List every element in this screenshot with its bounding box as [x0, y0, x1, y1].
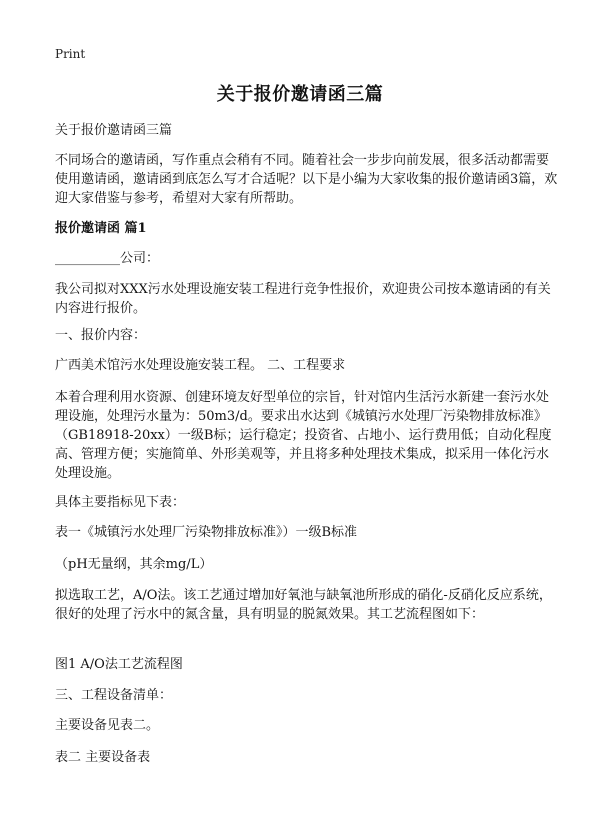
intro-paragraph: 不同场合的邀请函，写作重点会稍有不同。随着社会一步步向前发展，很多活动都需要使用邀请函，邀请函到底怎么写才合适呢？以下是小编为大家收集的报价邀请函3篇，欢迎大家借鉴与参考，希望对大家有所帮助。	[55, 153, 558, 206]
figure1-caption: 图1 A/O法工艺流程图	[55, 657, 183, 672]
item-quote-content: 一、报价内容：	[55, 328, 147, 343]
paragraph-equipment: 主要设备见表二。	[55, 718, 160, 733]
item-equipment-list: 三、工程设备清单：	[55, 688, 173, 703]
salutation: __________公司：	[55, 251, 160, 266]
table1-caption: 表一《城镇污水处理厂污染物排放标准》）一级B标准	[55, 525, 358, 540]
section-title: 报价邀请函 篇1	[55, 221, 147, 236]
table2-caption: 表二 主要设备表	[55, 750, 151, 765]
paragraph-invite: 我公司拟对XXX污水处理设施安装工程进行竞争性报价，欢迎贵公司按本邀请函的有关内容进行报价。	[55, 282, 551, 316]
paragraph-process: 拟选取工艺，A/O法。该工艺通过增加好氧池与缺氧池所形成的硝化-反硝化反应系统，很好的处理了污水中的氮含量，具有明显的脱氮效果。其工艺流程图如下：	[55, 588, 552, 622]
paragraph-indicators: 具体主要指标见下表：	[55, 495, 186, 510]
print-label: Print	[55, 47, 86, 61]
intro-heading: 关于报价邀请函三篇	[55, 123, 173, 138]
paragraph-requirements: 本着合理利用水资源、创建环境友好型单位的宗旨，针对馆内生活污水新建一套污水处理设施，处理污水量为：50m3/d。要求出水达到《城镇污水处理厂污染物排放标准》（GB18918-20xx）一级B标；运行稳定；投资省、占地小、运行费用低；自动化程度高、管理方便；实施简单、外形美观等，并且将多种处理技术集成，拟采用一体化污水处理设施。	[55, 390, 552, 481]
table1-note: （pH无量纲，其余mg/L）	[55, 557, 213, 572]
item-project-name: 广西美术馆污水处理设施安装工程。 二、工程要求	[55, 358, 346, 373]
page-title: 关于报价邀请函三篇	[216, 84, 384, 105]
